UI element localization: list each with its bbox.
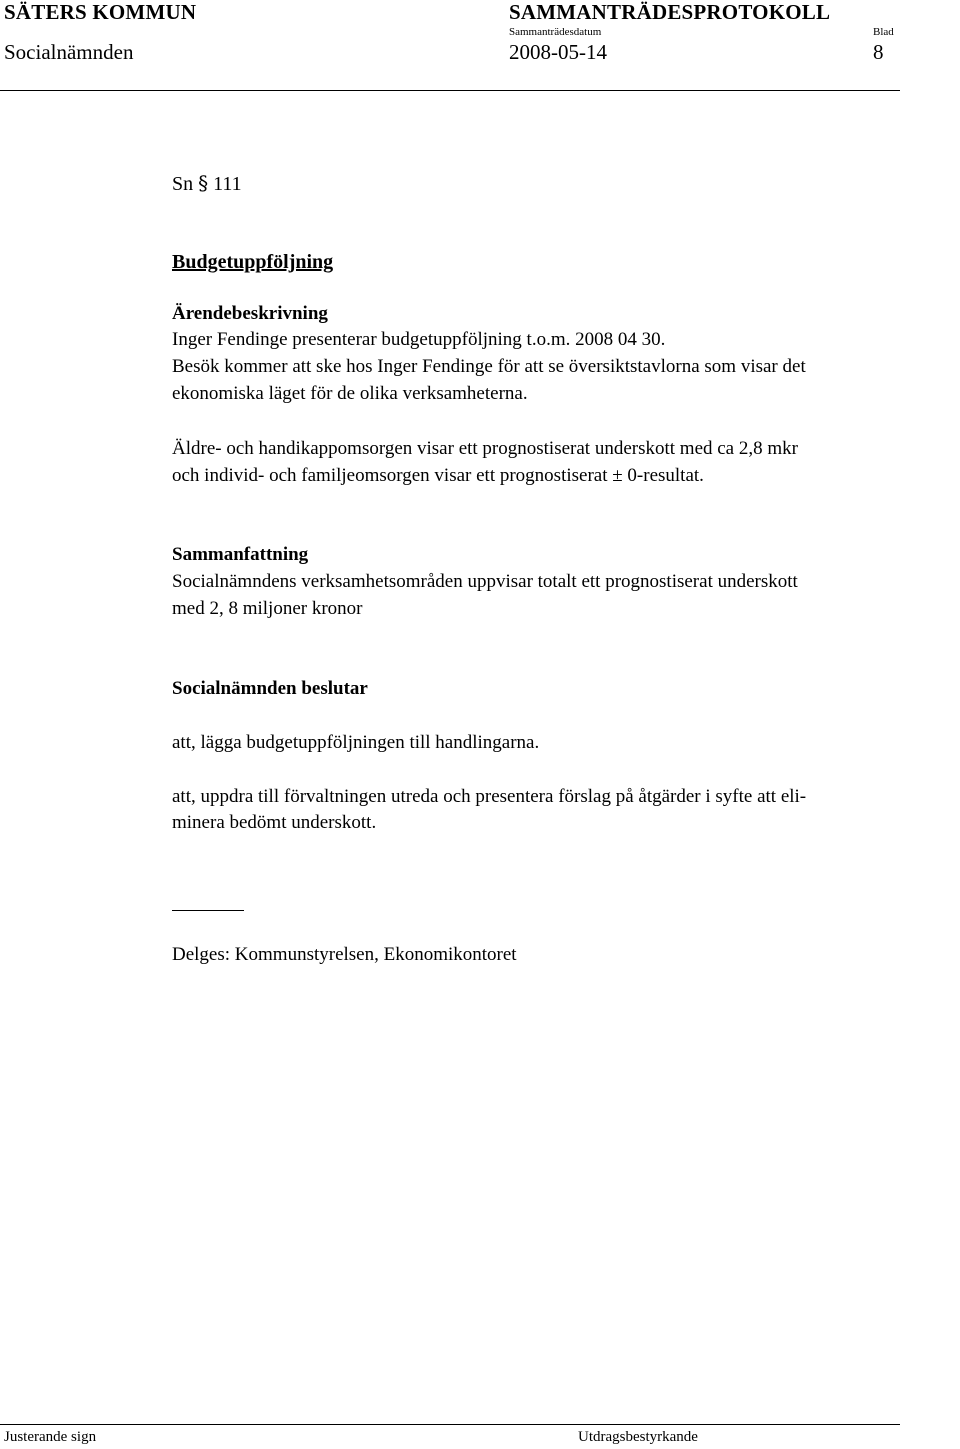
arende-para2-line-1: Äldre- och handikappomsorgen visar ett prognostiserat underskott med ca 2,8 mkr	[172, 438, 798, 459]
paragraph-id	[172, 170, 242, 197]
arende-para2-line-2: och individ- och familjeomsorgen visar ett prognostiserat ± 0-resultat.	[172, 465, 704, 486]
beslut-heading: Socialnämnden beslutar	[172, 678, 368, 699]
paragraph-number: 111	[213, 173, 242, 195]
meeting-date-label: Sammanträdesdatum	[509, 26, 602, 38]
committee-name: Socialnämnden	[4, 40, 134, 64]
page-number: 8	[873, 40, 884, 64]
municipality-name: SÄTERS KOMMUN	[4, 0, 197, 24]
sammanfattning-line-2: med 2, 8 miljoner kronor	[172, 598, 363, 619]
header-rule	[0, 90, 900, 91]
page-label: Blad	[873, 26, 894, 38]
beslut-item-1: att, lägga budgetuppföljningen till handlingarna.	[172, 732, 540, 753]
arende-line-1: Inger Fendinge presenterar budgetuppföljning t.o.m. 2008 04 30.	[172, 329, 666, 350]
footer-rule	[0, 1424, 900, 1425]
section-symbol: §	[198, 171, 209, 195]
sammanfattning-heading: Sammanfattning	[172, 544, 309, 565]
paragraph-prefix: Sn	[172, 173, 194, 195]
footer-utdragsbestyrkande: Utdragsbestyrkande	[578, 1429, 698, 1445]
distribution-line: Delges: Kommunstyrelsen, Ekonomikontoret	[172, 944, 517, 965]
meeting-date: 2008-05-14	[509, 40, 607, 64]
sammanfattning-line-1: Socialnämndens verksamhetsområden uppvisar totalt ett prognostiserat underskott	[172, 571, 798, 592]
beslut-item-2-line-1: att, uppdra till förvaltningen utreda och presentera förslag på åtgärder i syfte att eli-	[172, 786, 807, 807]
protocol-title: SAMMANTRÄDESPROTOKOLL	[509, 0, 831, 24]
beslut-item-2-line-2: minera bedömt underskott.	[172, 812, 377, 833]
arende-heading: Ärendebeskrivning	[172, 303, 328, 324]
arende-line-3: ekonomiska läget för de olika verksamheterna.	[172, 383, 528, 404]
distribution-rule	[172, 910, 244, 911]
arende-line-2: Besök kommer att ske hos Inger Fendinge för att se översiktstavlorna som visar det	[172, 356, 806, 377]
footer-justerande-sign: Justerande sign	[4, 1429, 97, 1445]
page-title: Budgetuppföljning	[172, 251, 334, 273]
